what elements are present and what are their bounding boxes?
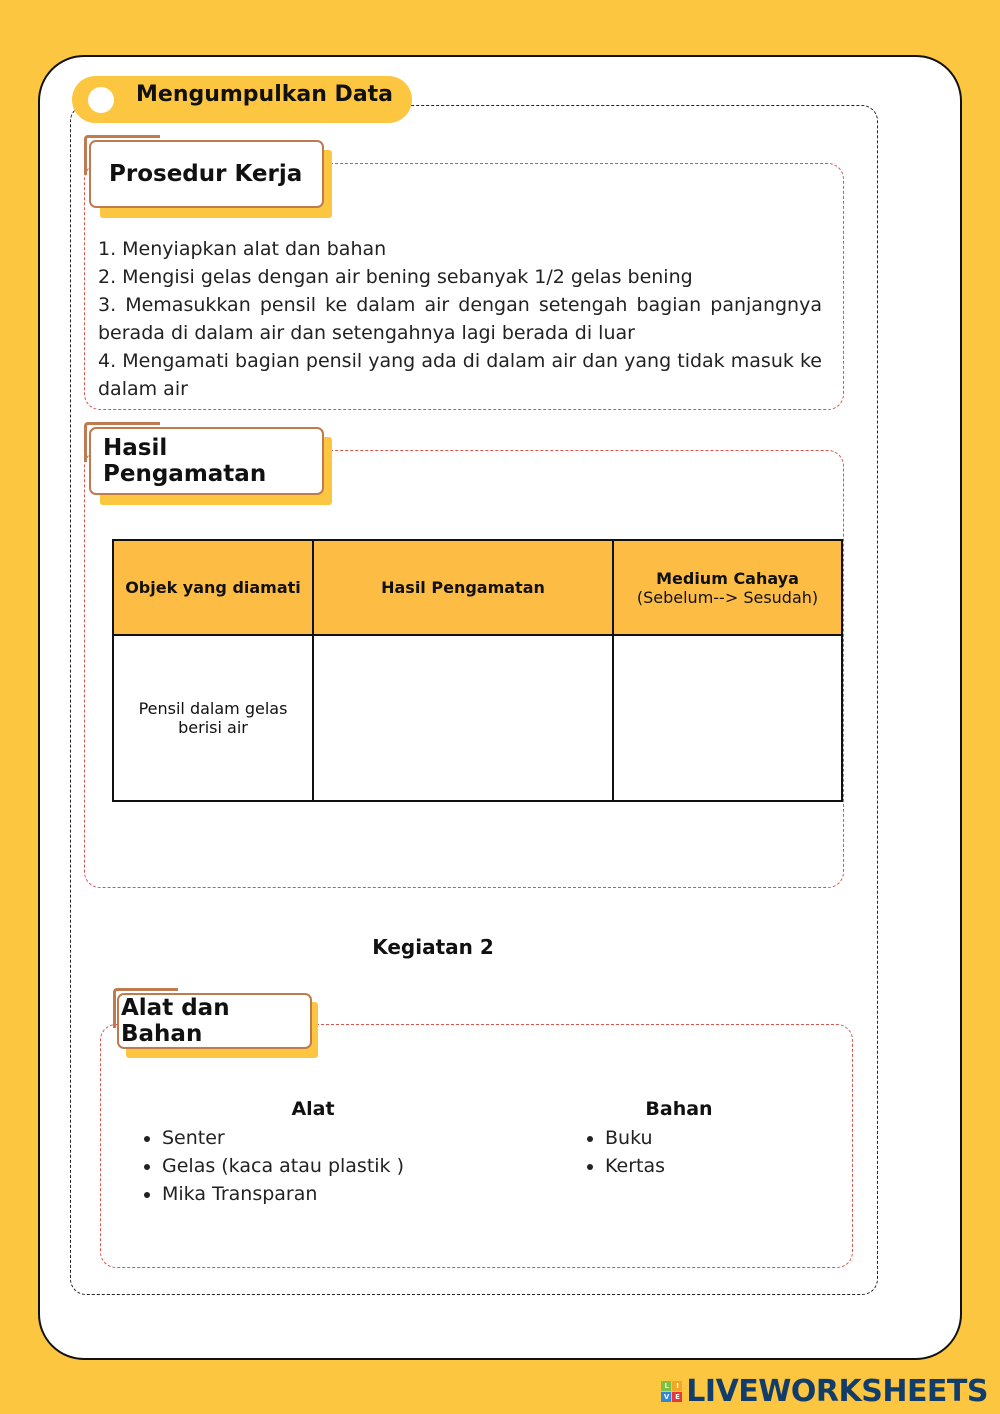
table-row	[113, 635, 842, 801]
header-hasil: Hasil Pengamatan	[313, 540, 613, 635]
list-item: • Senter	[162, 1124, 404, 1152]
list-item: • Kertas	[605, 1152, 665, 1180]
circle-icon	[88, 87, 114, 113]
bahan-list	[583, 1124, 665, 1180]
header-medium-sub: (Sebelum--> Sesudah)	[636, 587, 819, 607]
header-medium	[613, 540, 842, 635]
logo-letter: I	[672, 1381, 682, 1391]
step: 2. Mengisi gelas dengan air bening sebanyak 1/2 gelas bening	[98, 266, 693, 288]
alat-list	[140, 1124, 404, 1208]
liveworksheets-logo[interactable]	[661, 1374, 988, 1409]
step: 4. Mengamati bagian pensil yang ada di dalam air dan yang tidak masuk ke dalam air	[98, 350, 822, 400]
prosedur-steps	[98, 235, 822, 403]
logo-icon	[661, 1381, 682, 1402]
logo-letter: L	[661, 1381, 671, 1391]
cell-objek: Pensil dalam gelas berisi air	[113, 635, 313, 801]
list-item: • Mika Transparan	[162, 1180, 404, 1208]
header-medium-label: Medium Cahaya	[656, 568, 799, 588]
cell-hasil-input[interactable]	[313, 635, 613, 801]
alat-heading: Alat	[291, 1098, 335, 1120]
cell-medium-input[interactable]	[613, 635, 842, 801]
bahan-heading: Bahan	[645, 1098, 713, 1120]
logo-letter: E	[672, 1392, 682, 1402]
alat-bahan-title: Alat dan Bahan	[117, 993, 312, 1049]
step: 1. Menyiapkan alat dan bahan	[98, 238, 387, 260]
kegiatan-heading: Kegiatan 2	[372, 935, 494, 959]
step: 3. Memasukkan pensil ke dalam air dengan setengah bagian panjangnya berada di dalam air dan setengahnya lagi berada di luar	[98, 294, 822, 344]
prosedur-title: Prosedur Kerja	[89, 140, 324, 208]
hasil-title: Hasil Pengamatan	[89, 427, 324, 495]
header-objek: Objek yang diamati	[113, 540, 313, 635]
logo-letter: V	[661, 1392, 671, 1402]
list-item: • Buku	[605, 1124, 665, 1152]
list-item: • Gelas (kaca atau plastik )	[162, 1152, 404, 1180]
logo-text: LIVEWORKSHEETS	[686, 1374, 988, 1409]
observation-table	[112, 539, 843, 802]
section-title: Mengumpulkan Data	[136, 82, 394, 107]
